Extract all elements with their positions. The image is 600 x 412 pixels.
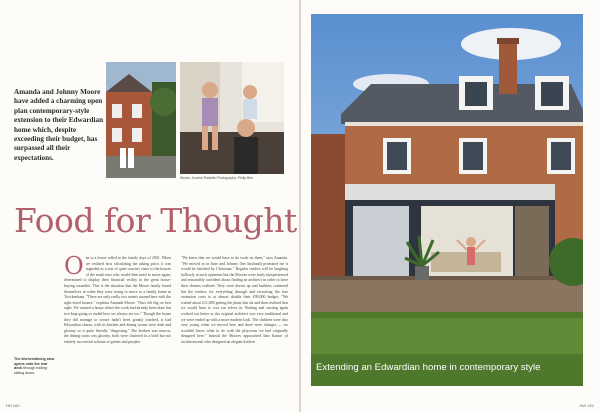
article-title: Food for Thought (14, 201, 297, 240)
drop-cap: O (64, 252, 84, 280)
extension-exterior-photo (311, 14, 583, 386)
side-caption-rest: through folding sliding doors. (14, 366, 47, 375)
folio-right: HW 161 (579, 403, 594, 408)
side-caption-bold: The kitchen/dining area opens onto the rear deck (14, 357, 55, 371)
side-caption (14, 357, 56, 375)
photo-credit: Words: Juraine Ricketts Photography: Philip Bier (180, 176, 254, 180)
intro-text: Amanda and Johnny Moore have added a charming open plan contemporary-style extension to their Edwardian home which, despite exceeding their budget, has surpassed all their expectations. (14, 88, 104, 162)
body-column-1 (64, 252, 171, 346)
folio-left: HH 160 (6, 403, 20, 408)
house-exterior-photo (106, 62, 176, 178)
photo-caption: Extending an Edwardian home in contemporary style (316, 362, 541, 373)
family-portrait-photo (180, 62, 284, 174)
body-column-2: "We knew that we would have to do work on them," says Amanda. "We moved in in June and Johnny (her husband) promised me it would be finished by Christmas." Regular readers will be laughing hollowly at such optimism but the Moores were fairly inexperienced and reasonably confident about finding an architect in order to have their dreams realised. They were drawn up and builders contacted but the tenders for everything through and recruiting the true extension costs to at almost double their £90,000 budget. "We waited about £11,000 getting the plans that far and then realised that we would have to cost our selves in. Waiting and starting again worked out better as the original architect was very traditional and we were ended up with a more modern look. The children were also very young when we moved here and there were changes — we wouldn't know what to do with the playroom we had originally designed here." Instead the Moores approached Iain Kantor of architectureuk who designed an elegant kitchen (181, 256, 288, 344)
body-column-1-text: ne to a house rolled to the family days of 2001. When we realised how calculating the asking price, it was regarded as a sort of quiet cousin's sister to the houses of the south-east who would then need to move again, determined to display their financial virility in the great house-buying scramble. This is the situation that the Moore family found themselves in when they were trying to move to a family home in Twickenham. "There are only really two streets around here with the right-sized houses," explains Amanda Moore. "Ours felt big on first sight. We wanted a house where the work had already been done but two kept going so ended how we always are too." Though the house they did manage to secure hadn't been greatly touched, it had Edwardian charm, with its kitchen and dining rooms were dark and gloomy so it quite literally "disgusting." The kitchen was narrow, the dining room was gloomy, both were cluttered in a bold but not entirely successful scheme of greens and purples. (64, 256, 171, 344)
page-gutter (299, 0, 301, 412)
